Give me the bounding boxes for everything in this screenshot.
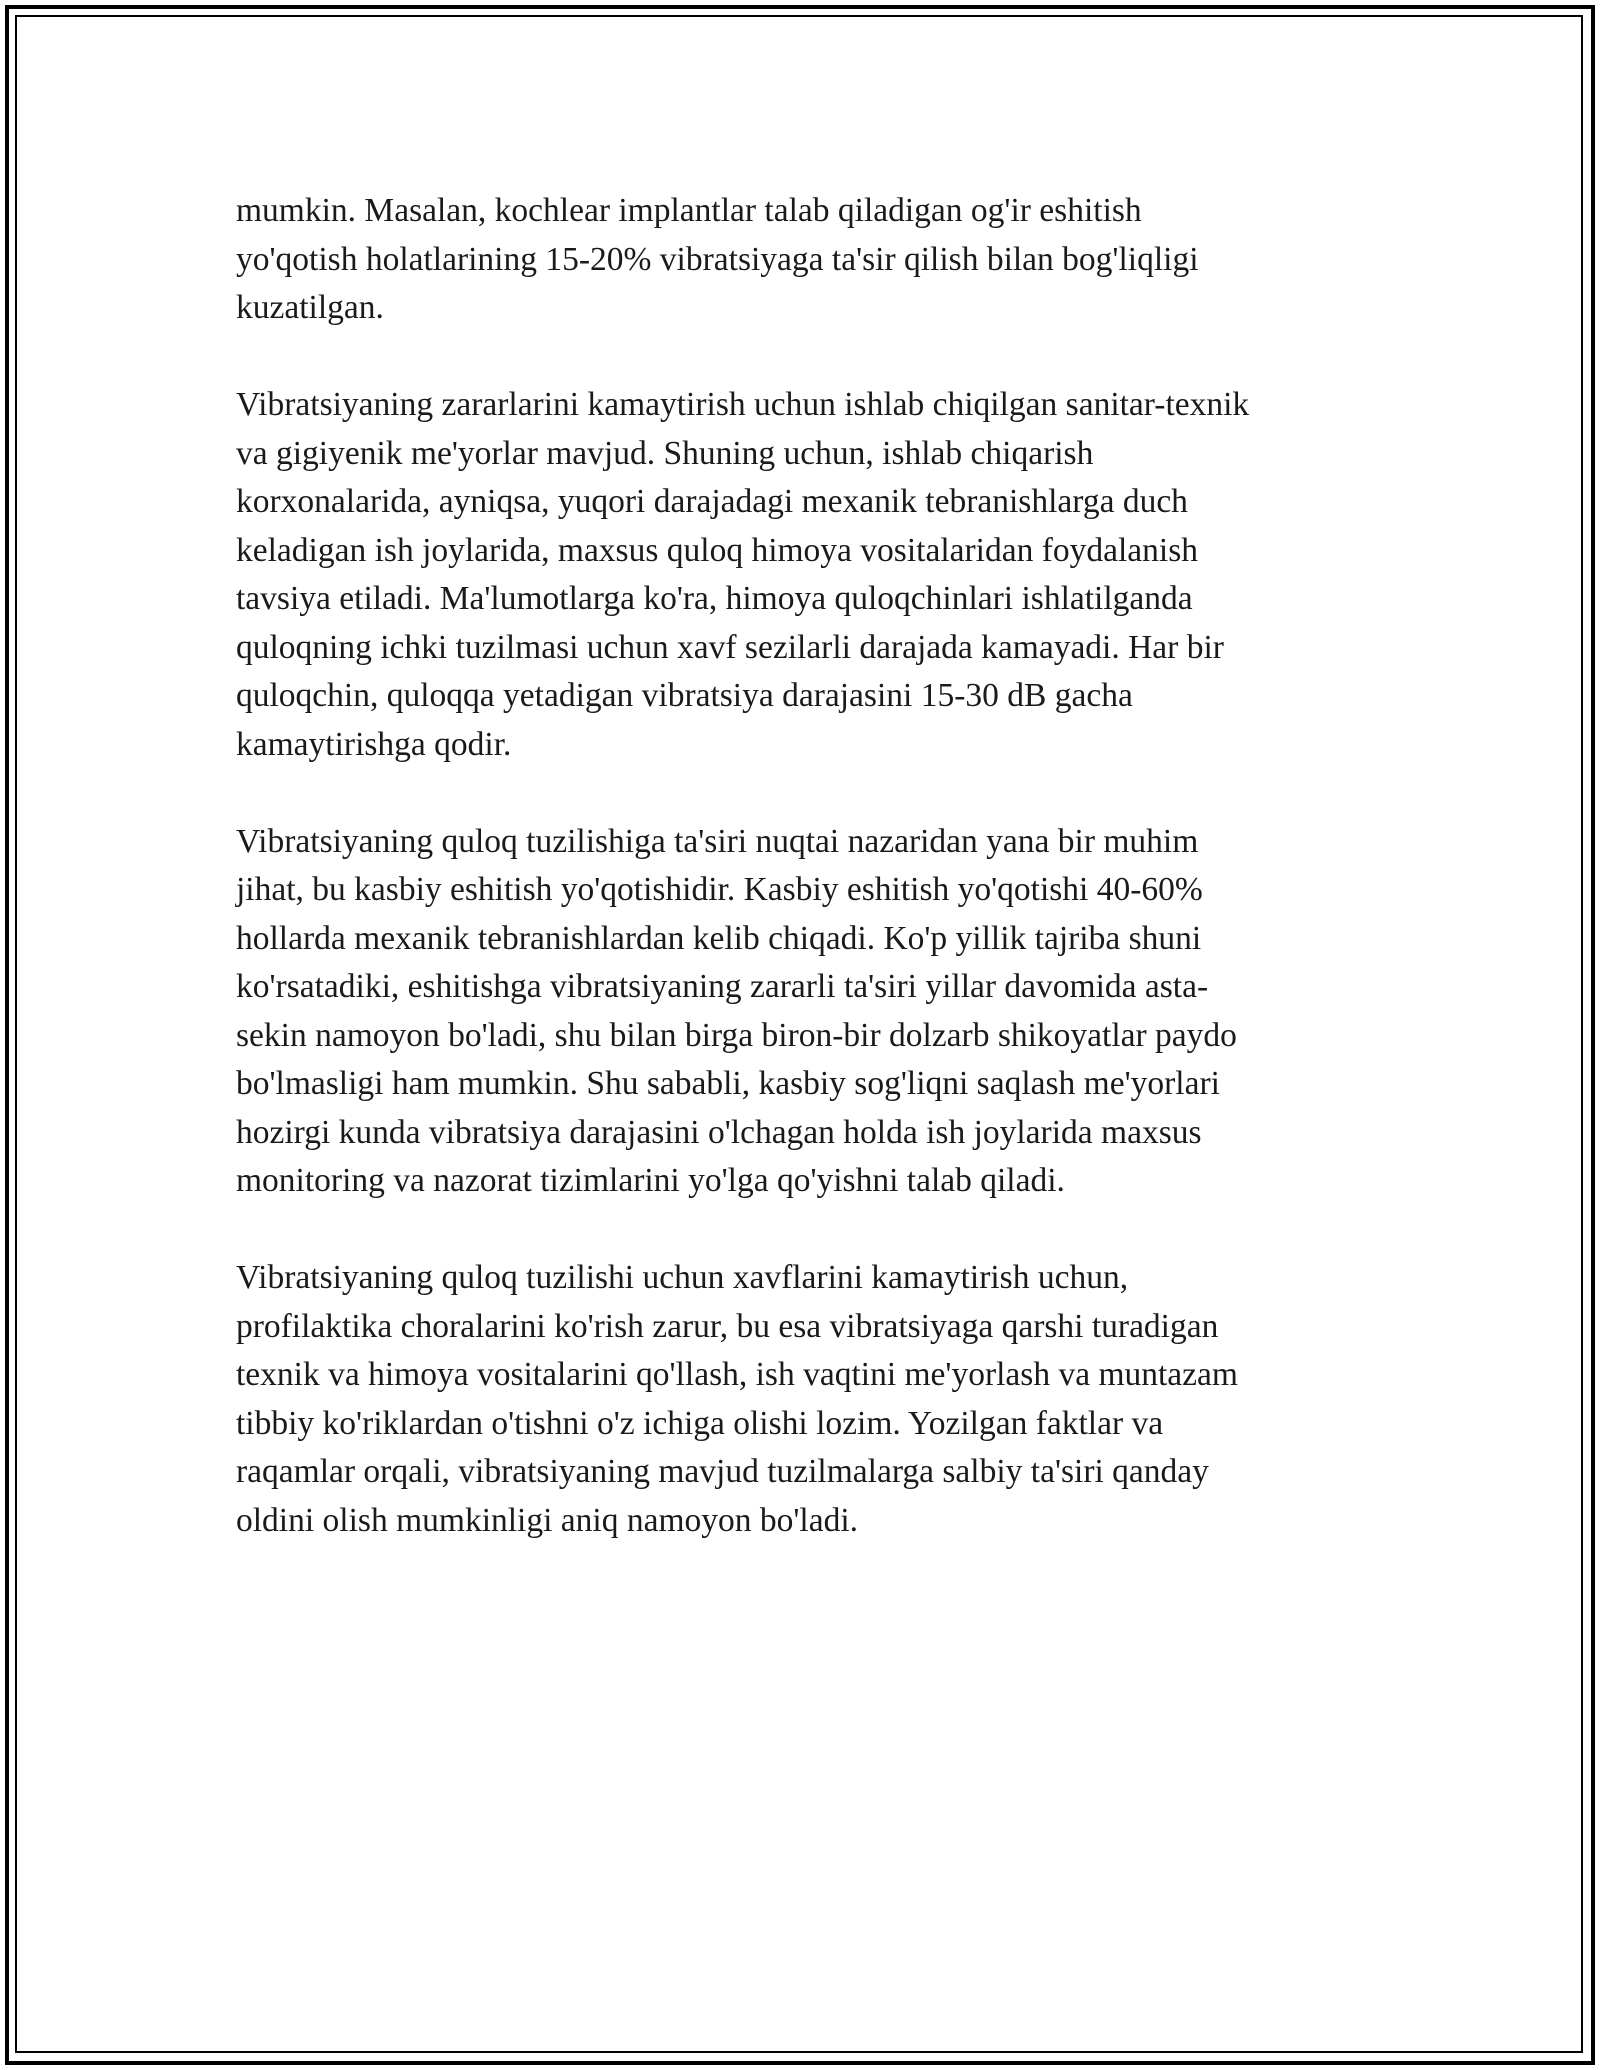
document-body: [236, 187, 1360, 1594]
text-line: profilaktika choralarini ko'rish zarur, bu esa vibratsiyaga qarshi turadigan: [236, 1307, 1219, 1345]
text-line: Vibratsiyaning zararlarini kamaytirish uchun ishlab chiqilgan sanitar-texnik: [236, 386, 1250, 423]
text-line: yo'qotish holatlarining 15-20% vibratsiyaga ta'sir qilish bilan bog'liqligi: [236, 240, 1199, 278]
text-line: hollarda mexanik tebranishlardan kelib chiqadi. Ko'p yillik tajriba shuni: [236, 919, 1202, 957]
text-line: raqamlar orqali, vibratsiyaning mavjud tuzilmalarga salbiy ta'siri qanday: [236, 1453, 1209, 1490]
text-line: bo'lmasligi ham mumkin. Shu sababli, kasbiy sog'liqni saqlash me'yorlari: [236, 1065, 1220, 1102]
text-line: monitoring va nazorat tizimlarini yo'lga qo'yishni talab qiladi.: [236, 1162, 1065, 1199]
text-line: texnik va himoya vositalarini qo'llash, ish vaqtini me'yorlash va muntazam: [236, 1356, 1238, 1393]
paragraph-1: [236, 187, 1360, 333]
text-line: Vibratsiyaning quloq tuzilishiga ta'siri nuqtai nazaridan yana bir muhim: [236, 822, 1199, 860]
paragraph-2: [236, 381, 1360, 769]
text-line: sekin namoyon bo'ladi, shu bilan birga biron-bir dolzarb shikoyatlar paydo: [236, 1016, 1237, 1054]
text-line: Vibratsiyaning quloq tuzilishi uchun xavflarini kamaytirish uchun,: [236, 1259, 1129, 1296]
text-line: va gigiyenik me'yorlar mavjud. Shuning uchun, ishlab chiqarish: [236, 434, 1094, 472]
text-line: mumkin. Masalan, kochlear implantlar talab qiladigan og'ir eshitish: [236, 192, 1142, 229]
paragraph-4: [236, 1254, 1360, 1545]
text-line: tavsiya etiladi. Ma'lumotlarga ko'ra, himoya quloqchinlari ishlatilganda: [236, 580, 1193, 617]
text-line: korxonalarida, ayniqsa, yuqori darajadagi mexanik tebranishlarga duch: [236, 483, 1188, 520]
text-line: oldini olish mumkinligi aniq namoyon bo'ladi.: [236, 1501, 859, 1539]
paragraph-3: [236, 818, 1360, 1206]
text-line: hozirgi kunda vibratsiya darajasini o'lchagan holda ish joylarida maxsus: [236, 1113, 1202, 1151]
text-line: quloqchin, quloqqa yetadigan vibratsiya darajasini 15-30 dB gacha: [236, 677, 1133, 714]
text-line: tibbiy ko'riklardan o'tishni o'z ichiga olishi lozim. Yozilgan faktlar va: [236, 1404, 1164, 1442]
text-line: kuzatilgan.: [236, 289, 384, 326]
text-line: ko'rsatadiki, eshitishga vibratsiyaning zararli ta'siri yillar davomida asta-: [236, 968, 1209, 1005]
text-line: keladigan ish joylarida, maxsus quloq himoya vositalaridan foydalanish: [236, 531, 1198, 569]
text-line: jihat, bu kasbiy eshitish yo'qotishidir. Kasbiy eshitish yo'qotishi 40-60%: [236, 871, 1203, 908]
text-line: quloqning ichki tuzilmasi uchun xavf sezilarli darajada kamayadi. Har bir: [236, 628, 1224, 666]
text-line: kamaytirishga qodir.: [236, 725, 512, 763]
